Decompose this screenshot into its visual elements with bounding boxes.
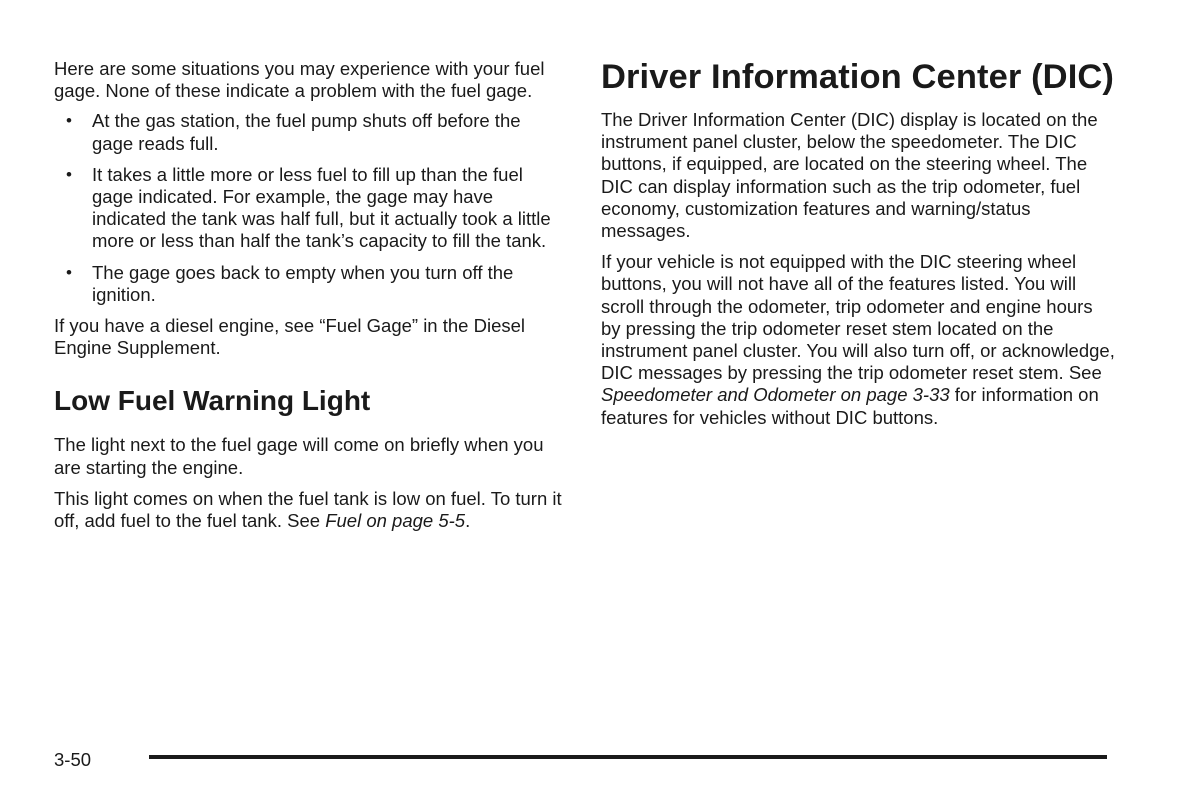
dic-paragraph-2 bbox=[601, 251, 1116, 429]
page-number: 3-50 bbox=[54, 749, 92, 770]
dic-paragraph-1: The Driver Information Center (DIC) display is located on the instrument panel cluster, below the speedometer. The DIC buttons, if equipped, are located on the steering wheel. The DIC can display information such as the trip odometer, fuel economy, customization features and warning/status messages. bbox=[601, 109, 1098, 242]
low-fuel-paragraph-1: The light next to the fuel gage will come on briefly when you are starting the engine. bbox=[54, 434, 544, 478]
fuel-gage-intro: Here are some situations you may experience with your fuel gage. None of these indicate a problem with the fuel gage. bbox=[54, 58, 545, 102]
low-fuel-warning-heading: Low Fuel Warning Light bbox=[54, 385, 371, 417]
bullet-icon: • bbox=[66, 262, 72, 282]
dic-paragraph-2-text: If your vehicle is not equipped with the DIC steering wheel buttons, you will not have all of the features listed. You will scroll through the odometer, trip odometer and engine hours by pressing the trip odometer reset stem located on the instrument panel cluster. You will also turn off, or acknowledge, DIC messages by pressing the trip odometer reset stem. See bbox=[601, 251, 1115, 384]
list-item-text: At the gas station, the fuel pump shuts off before the gage reads full. bbox=[92, 110, 521, 154]
right-column bbox=[601, 58, 1116, 429]
list-item bbox=[54, 164, 562, 253]
dic-heading: Driver Information Center (DIC) bbox=[601, 58, 1114, 96]
speedometer-page-reference: Speedometer and Odometer on page 3-33 bbox=[601, 384, 950, 406]
fuel-page-reference: Fuel on page 5-5 bbox=[325, 510, 466, 532]
bullet-icon: • bbox=[66, 111, 72, 131]
left-column bbox=[54, 58, 562, 532]
diesel-note: If you have a diesel engine, see “Fuel Gage” in the Diesel Engine Supplement. bbox=[54, 315, 526, 359]
low-fuel-paragraph-2 bbox=[54, 488, 562, 532]
low-fuel-paragraph-2-end: . bbox=[465, 510, 471, 532]
fuel-gage-situations-list bbox=[54, 110, 562, 306]
dic-paragraph-2-end: for information on features for vehicles without DIC buttons. bbox=[601, 384, 1099, 428]
low-fuel-paragraph-2-text: This light comes on when the fuel tank is low on fuel. To turn it off, add fuel to the fuel tank. See bbox=[54, 487, 562, 532]
list-item bbox=[54, 262, 562, 306]
footer-rule bbox=[149, 755, 1107, 759]
bullet-icon: • bbox=[66, 164, 72, 184]
list-item-text: The gage goes back to empty when you turn off the ignition. bbox=[92, 261, 514, 305]
list-item-text: It takes a little more or less fuel to fill up than the fuel gage indicated. For example, the gage may have indicated the tank was half full, but it actually took a little more or less than half the tank’s capacity to fill the tank. bbox=[92, 163, 551, 252]
list-item bbox=[54, 110, 562, 154]
